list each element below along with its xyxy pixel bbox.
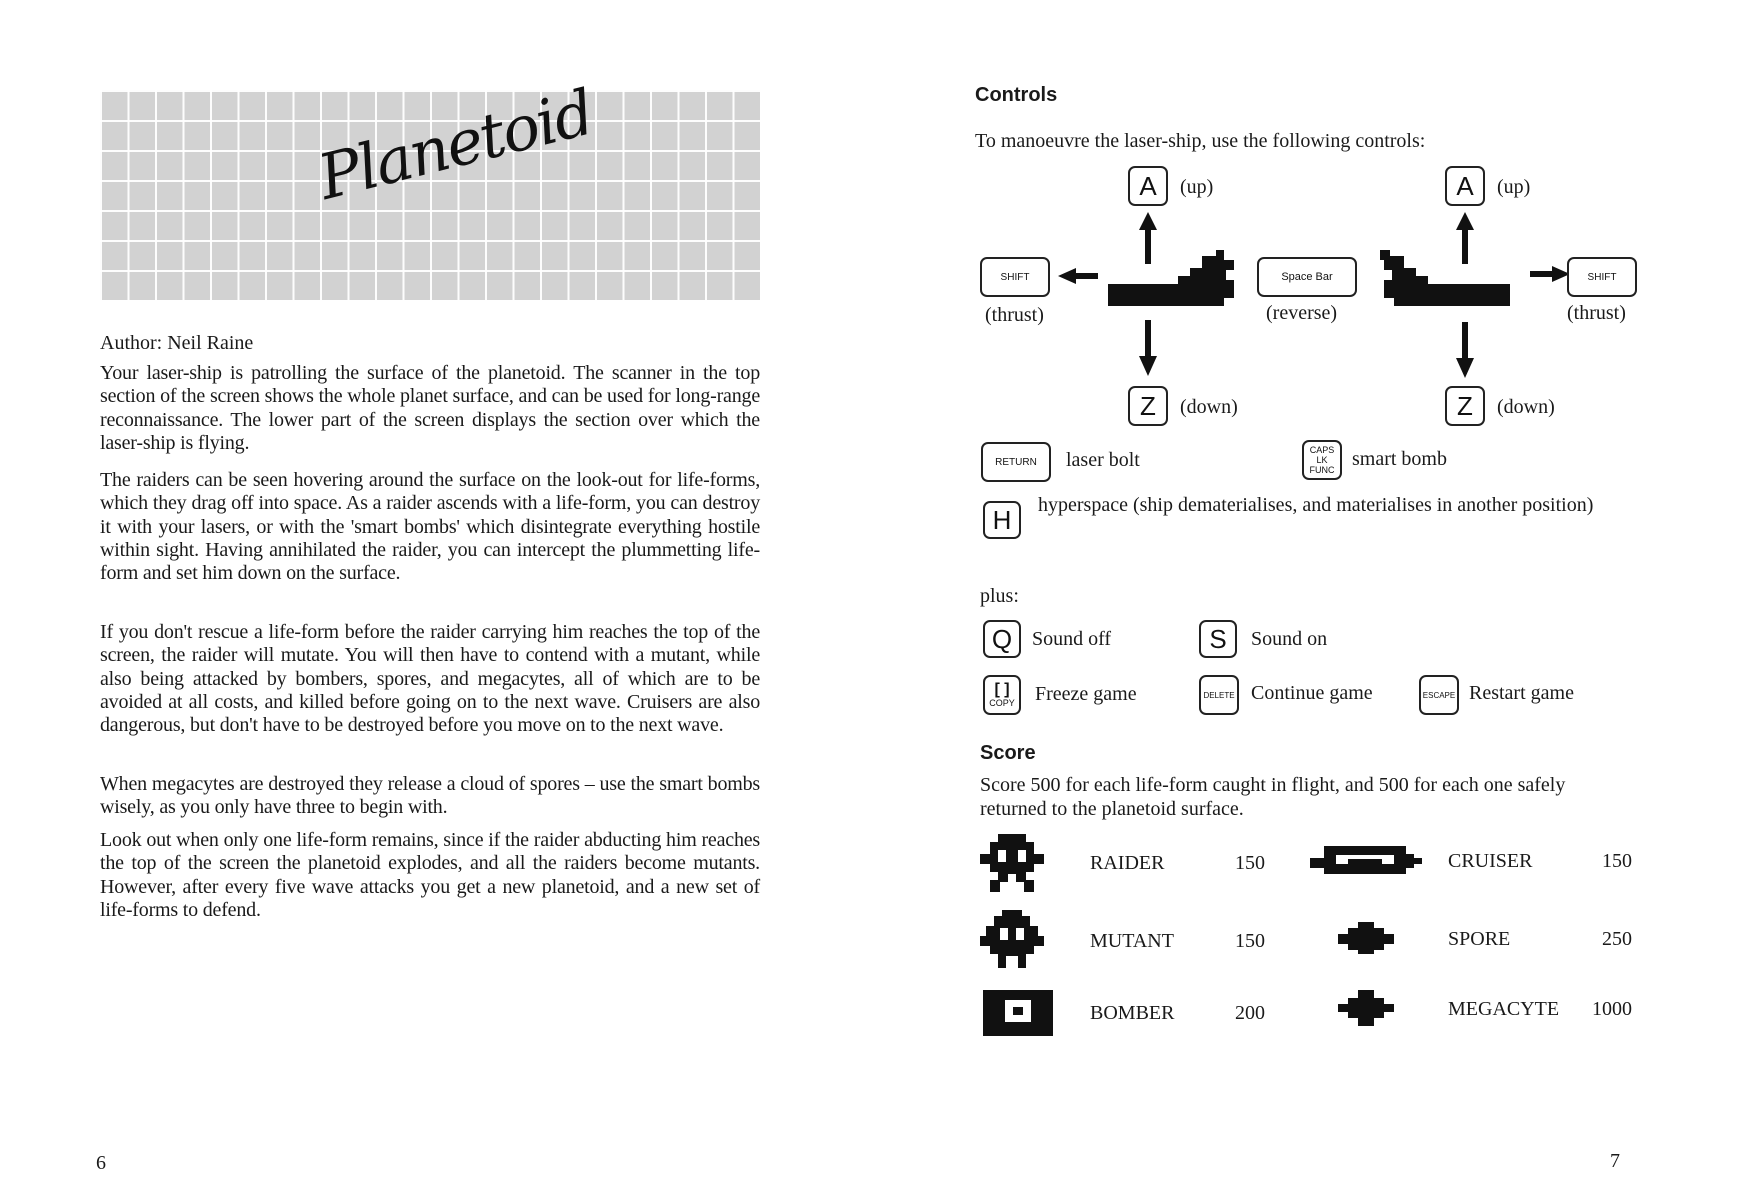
key-func-label: FUNC xyxy=(1309,465,1335,475)
page-title: Planetoid xyxy=(311,75,600,214)
key-copy xyxy=(983,675,1021,715)
key-caps-label: CAPS LK xyxy=(1309,445,1335,465)
key-return: RETURN xyxy=(981,442,1051,482)
key-delete: DELETE xyxy=(1199,675,1239,715)
paragraph-3: If you don't rescue a life-form before the raider carrying him reaches the top of the screen, the raider will mutate. You will then have to contend with a mutant, while also being attacked by bombers, spores, and megacytes, all of which are to be avoided at all costs, and killed before going on to the next wave. Cruisers are also dangerous, but don't have to be destroyed before you move on to the next wave. xyxy=(100,621,760,737)
arrow-left-icon xyxy=(1058,268,1098,284)
laser-ship-right-icon xyxy=(1380,250,1510,308)
key-escape: ESCAPE xyxy=(1419,675,1459,715)
label-thrust-left: (thrust) xyxy=(985,304,1044,326)
megacyte-sprite-icon xyxy=(1338,990,1394,1026)
key-space-bar: Space Bar xyxy=(1257,257,1357,297)
paragraph-1: Your laser-ship is patrolling the surface of the planetoid. The scanner in the top section of the screen shows the whole planet surface, and can be used for long-range reconnaissance. The lower part of the screen displays the section over which the laser-ship is flying. xyxy=(100,362,760,454)
paragraph-2: The raiders can be seen hovering around the surface on the look-out for life-forms, which they drag off into space. As a raider ascends with a life-form, you can destroy it with your lasers, or with the 'smart bombs' which disintegrate everything hostile within sight. Having annihilated the raider, you can intercept the plummetting life-form and set him down on the surface. xyxy=(100,469,760,585)
copy-bracket-icon: [ ] xyxy=(994,680,1010,698)
key-shift-right: SHIFT xyxy=(1567,257,1637,297)
key-q: Q xyxy=(983,620,1021,658)
arrow-down-icon xyxy=(1138,320,1158,376)
label-smart-bomb: smart bomb xyxy=(1352,448,1447,470)
score-name-mutant: MUTANT xyxy=(1090,930,1174,952)
arrow-up-icon xyxy=(1455,212,1475,264)
paragraph-5: Look out when only one life-form remains, since if the raider abducting him reaches the top of the screen the planetoid explodes, and all the raiders become mutants. However, after every five wave attacks you get a new planetoid, and a new set of life-forms to defend. xyxy=(100,829,760,921)
key-z-left: Z xyxy=(1128,386,1168,426)
mutant-sprite-icon xyxy=(980,910,1044,968)
score-name-cruiser: CRUISER xyxy=(1448,850,1533,872)
score-value-mutant: 150 xyxy=(1235,930,1265,952)
arrow-down-icon xyxy=(1455,322,1475,378)
raider-sprite-icon xyxy=(980,834,1044,892)
label-laser-bolt: laser bolt xyxy=(1066,449,1140,471)
spore-sprite-icon xyxy=(1338,922,1394,954)
score-heading: Score xyxy=(980,742,1036,764)
key-s: S xyxy=(1199,620,1237,658)
label-reverse: (reverse) xyxy=(1266,302,1338,324)
label-up-right: (up) xyxy=(1497,176,1531,198)
key-caps-func xyxy=(1302,440,1342,480)
arrow-right-icon xyxy=(1530,266,1570,282)
key-h: H xyxy=(983,501,1021,539)
laser-ship-left-icon xyxy=(1108,250,1238,308)
cruiser-sprite-icon xyxy=(1310,846,1422,874)
score-name-bomber: BOMBER xyxy=(1090,1002,1175,1024)
score-name-spore: SPORE xyxy=(1448,928,1511,950)
score-value-megacyte: 1000 xyxy=(1592,998,1632,1020)
score-value-bomber: 200 xyxy=(1235,1002,1265,1024)
title-banner xyxy=(100,75,760,300)
label-continue: Continue game xyxy=(1251,682,1373,704)
key-a-left: A xyxy=(1128,166,1168,206)
score-value-raider: 150 xyxy=(1235,852,1265,874)
controls-intro: To manoeuvre the laser-ship, use the following controls: xyxy=(975,130,1426,152)
label-freeze: Freeze game xyxy=(1035,683,1137,705)
label-thrust-right: (thrust) xyxy=(1567,302,1626,324)
score-name-megacyte: MEGACYTE xyxy=(1448,998,1560,1020)
label-restart: Restart game xyxy=(1469,682,1574,704)
key-shift-left: SHIFT xyxy=(980,257,1050,297)
label-sound-off: Sound off xyxy=(1032,628,1112,650)
label-hyperspace: hyperspace (ship dematerialises, and materialises in another position) xyxy=(1038,494,1594,516)
bomber-sprite-icon xyxy=(983,986,1053,1040)
score-name-raider: RAIDER xyxy=(1090,852,1165,874)
page-number-left: 6 xyxy=(96,1152,106,1174)
controls-heading: Controls xyxy=(975,84,1058,106)
label-down-right: (down) xyxy=(1497,396,1555,418)
key-copy-label: COPY xyxy=(989,697,1015,708)
page-number-right: 7 xyxy=(1610,1150,1620,1172)
label-sound-on: Sound on xyxy=(1251,628,1328,650)
label-down-left: (down) xyxy=(1180,396,1238,418)
author-line: Author: Neil Raine xyxy=(100,332,254,354)
score-value-spore: 250 xyxy=(1602,928,1632,950)
key-z-right: Z xyxy=(1445,386,1485,426)
paragraph-4: When megacytes are destroyed they release a cloud of spores – use the smart bombs wisely, as you only have three to begin with. xyxy=(100,773,760,819)
key-a-right: A xyxy=(1445,166,1485,206)
label-plus: plus: xyxy=(980,585,1019,607)
score-value-cruiser: 150 xyxy=(1602,850,1632,872)
score-intro: Score 500 for each life-form caught in flight, and 500 for each one safely returned to the planetoid surface. xyxy=(980,774,1566,820)
label-up-left: (up) xyxy=(1180,176,1214,198)
